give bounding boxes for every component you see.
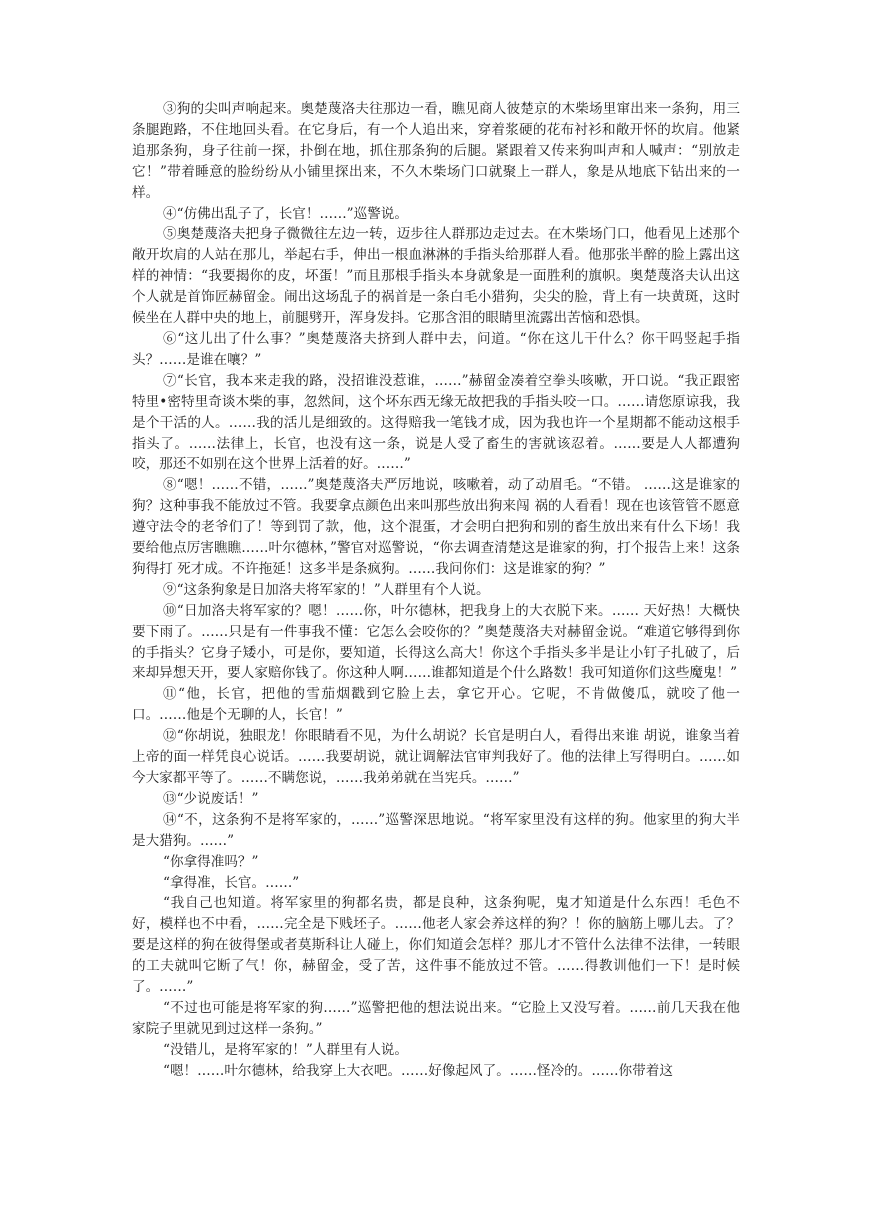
paragraph: “嗯！……叶尔德林，给我穿上大衣吧。……好像起风了。……怪冷的。……你带着这 xyxy=(163,1062,673,1079)
paragraph: “我自己也知道。将军家里的狗都名贵，都是良种，这条狗呢，鬼才知道是什么东西！毛色不好，模样也不中看，……完全是下贱坯子。……他老人家会养这样的狗？！你的脑筋上哪儿去。了？要是这样的狗在彼得堡或者莫斯科让人碰上，你们知道会怎样？那儿才不管什么法律不法律，一转眼的工夫就叫它断了气！你，赫留金，受了苦，这件事不能放过不管。……得教训他们一下！是时候了。……” xyxy=(132,895,740,996)
paragraph: ④“仿佛出乱子了，长官！……”巡警说。 xyxy=(163,205,408,222)
paragraph: “拿得准，长官。……” xyxy=(163,874,300,891)
paragraph: “不过也可能是将军家的狗……”巡警把他的想法说出来。“它脸上又没写着。……前几天我在他家院子里就见到过这样一条狗。” xyxy=(132,999,740,1037)
paragraph: ⑬“少说废话！” xyxy=(163,790,259,807)
paragraph: ⑫“你胡说，独眼龙！你眼睛看不见，为什么胡说？长官是明白人，看得出来谁 胡说，谁象当着上帝的面一样凭良心说话。……我要胡说，就让调解法官审判我好了。他的法律上写得明白。……如今大家都平等了。……不瞒您说，……我弟弟就在当宪兵。……” xyxy=(132,728,740,786)
paragraph: ⑧“嗯！……不错，……”奥楚蔑洛夫严厉地说，咳嗽着，动了动眉毛。“不错。 ……这是谁家的狗？这种事我不能放过不管。我要拿点颜色出来叫那些放出狗来闯 祸的人看看！现在也该管管不愿意遵守法令的老爷们了！等到罚了款，他，这个混蛋，才会明白把狗和别的畜生放出来有什么下场！我要给他点厉害瞧瞧……叶尔德林，”警官对巡警说，“你去调查清楚这是谁家的狗，打个报告上来！这条狗得打 死才成。不许拖延！这多半是条疯狗。……我问你们：这是谁家的狗？” xyxy=(132,477,740,577)
paragraph: “没错儿，是将军家的！”人群里有人说。 xyxy=(163,1041,408,1058)
paragraph: ⑨“这条狗象是日加洛夫将军家的！”人群里有个人说。 xyxy=(163,581,490,598)
paragraph: ③狗的尖叫声响起来。奥楚蔑洛夫往那边一看，瞧见商人彼楚京的木柴场里窜出来一条狗，用三条腿跑路，不住地回头看。在它身后，有一个人追出来，穿着浆硬的花布衬衫和敞开怀的坎肩。他紧追那条狗，身子往前一探，扑倒在地，抓住那条狗的后腿。紧跟着又传来狗叫声和人喊声：“别放走它！”带着睡意的脸纷纷从小铺里探出来，不久木柴场门口就聚上一群人，象是从地底下钻出来的一样。 xyxy=(132,101,740,201)
paragraph: ⑭“不，这条狗不是将军家的，……”巡警深思地说。“将军家里没有这样的狗。他家里的狗大半是大猎狗。……” xyxy=(132,811,740,849)
paragraph: ⑦“长官，我本来走我的路，没招谁没惹谁，……”赫留金凑着空拳头咳嗽，开口说。“我正跟密特里•密特里奇谈木柴的事，忽然间，这个坏东西无缘无故把我的手指头咬一口。……请您原谅我，我是个干活的人。……我的活儿是细致的。这得赔我一笔钱才成，因为我也许一个星期都不能动这根手指头了。……法律上，长官，也没有这一条，说是人受了畜生的害就该忍着。……要是人人都遭狗咬，那还不如别在这个世界上活着的好。……” xyxy=(132,372,740,473)
paragraph: ⑩“日加洛夫将军家的？嗯！……你，叶尔德林，把我身上的大衣脱下来。…… 天好热！大概快要下雨了。……只是有一件事我不懂：它怎么会咬你的？”奥楚蔑洛夫对赫留金说。“难道它够得到你的手指头？它身子矮小，可是你，要知道，长得这么高大！你这个手指头多半是让小钉子扎破了，后来却异想天开，要人家赔你钱了。你这种人啊……谁都知道是个什么路数！我可知道你们这些魔鬼！” xyxy=(132,602,740,682)
paragraph: “你拿得准吗？” xyxy=(163,853,259,870)
paragraph: ⑤奥楚蔑洛夫把身子微微往左边一转，迈步往人群那边走过去。在木柴场门口，他看见上述那个敞开坎肩的人站在那儿，举起右手，伸出一根血淋淋的手指头给那群人看。他那张半醉的脸上露出这样的神情：“我要揭你的皮，坏蛋！”而且那根手指头本身就象是一面胜利的旗帜。奥楚蔑洛夫认出这个人就是首饰匠赫留金。闹出这场乱子的祸首是一条白毛小猎狗，尖尖的脸，背上有一块黄斑，这时候坐在人群中央的地上，前腿劈开，浑身发抖。它那含泪的眼睛里流露出苦恼和恐惧。 xyxy=(132,226,740,327)
document-body xyxy=(132,99,740,1082)
paragraph: ⑥“这儿出了什么事？”奥楚蔑洛夫挤到人群中去，问道。“你在这儿干什么？你干吗竖起手指头？……是谁在嚷？” xyxy=(132,330,740,368)
paragraph: ⑪“他，长官，把他的雪茄烟戳到它脸上去，拿它开心。它呢，不肯做傻瓜，就咬了他一口。……他是个无聊的人，长官！” xyxy=(132,686,740,724)
